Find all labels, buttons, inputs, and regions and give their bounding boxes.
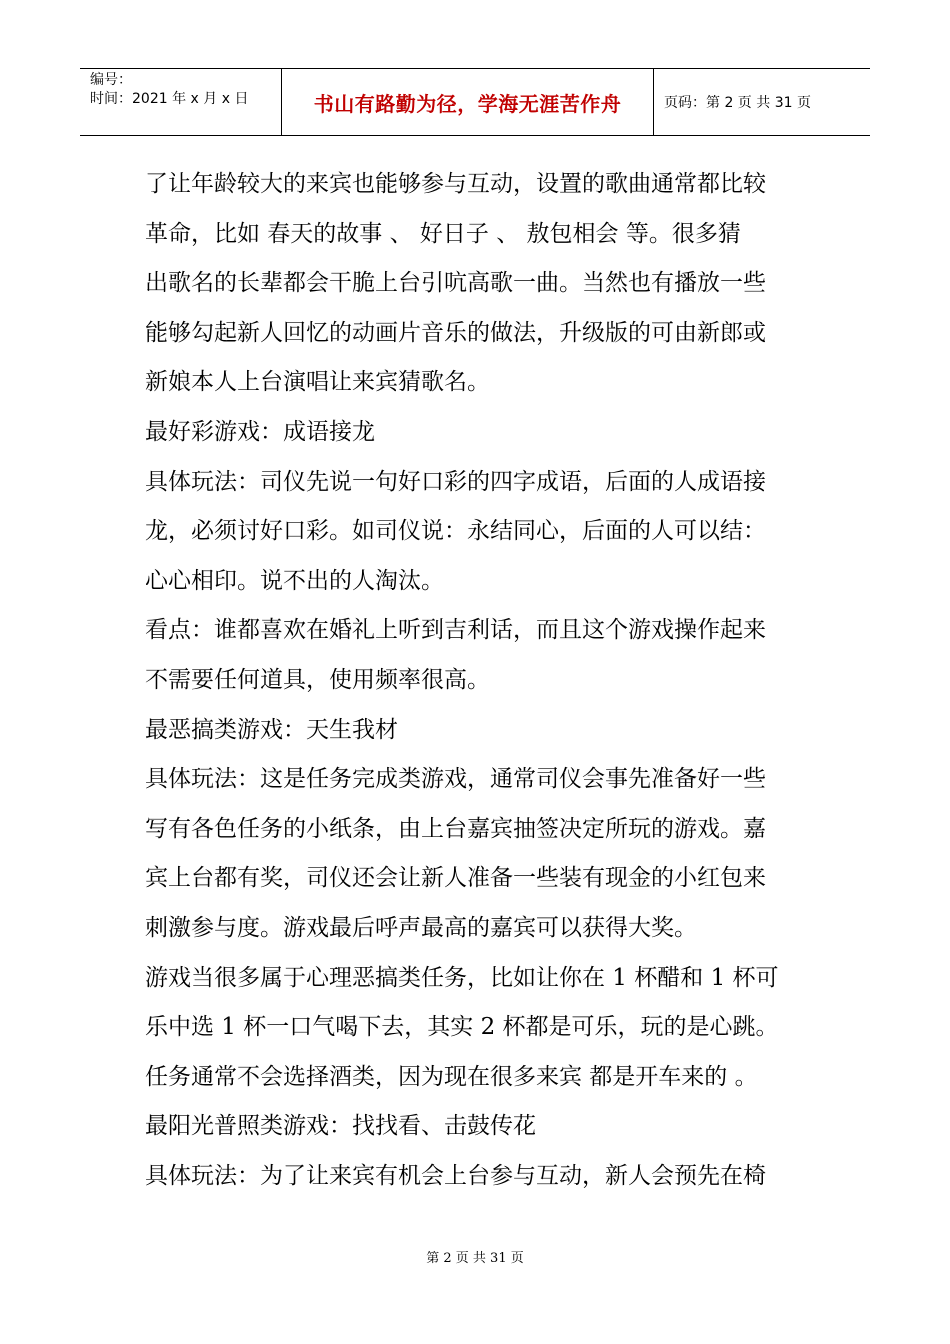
body-line: 能够勾起新人回忆的动画片音乐的做法，升级版的可由新郎或 bbox=[145, 319, 766, 346]
header-meta bbox=[80, 69, 282, 135]
section-heading: 最阳光普照类游戏：找找看、击鼓传花 bbox=[145, 1113, 536, 1140]
body-line: 龙，必须讨好口彩。如司仪说：永结同心，后面的人可以结： bbox=[145, 518, 766, 545]
body-line: 了让年龄较大的来宾也能够参与互动，设置的歌曲通常都比较 bbox=[145, 171, 766, 197]
section-heading: 最恶搞类游戏：天生我材 bbox=[145, 716, 398, 743]
section-heading: 最好彩游戏：成语接龙 bbox=[145, 418, 375, 445]
body-line: 出歌名的长辈都会干脆上台引吭高歌一曲。当然也有播放一些 bbox=[145, 270, 766, 297]
body-line: 写有各色任务的小纸条，由上台嘉宾抽签决定所玩的游戏。嘉 bbox=[145, 815, 766, 842]
body-line: 乐中选 1 杯一口气喝下去，其实 2 杯都是可乐，玩的是心跳。 bbox=[145, 1014, 779, 1041]
header-motto: 书山有路勤为径，学海无涯苦作舟 bbox=[282, 69, 654, 135]
body-line: 任务通常不会选择酒类，因为现在很多来宾 都是开车来的 。 bbox=[145, 1063, 758, 1090]
page-header bbox=[80, 68, 870, 136]
body-line: 游戏当很多属于心理恶搞类任务，比如让你在 1 杯醋和 1 杯可 bbox=[145, 964, 779, 991]
body-line: 刺激参与度。游戏最后呼声最高的嘉宾可以获得大奖。 bbox=[145, 914, 697, 941]
body-line: 具体玩法：为了让来宾有机会上台参与互动，新人会预先在椅 bbox=[145, 1162, 766, 1189]
body-line: 不需要任何道具，使用频率很高。 bbox=[145, 666, 490, 693]
body-line: 新娘本人上台演唱让来宾猜歌名。 bbox=[145, 369, 490, 396]
document-date-label: 时间：2021 年 x 月 x 日 bbox=[90, 91, 249, 107]
page-footer: 第 2 页 共 31 页 bbox=[426, 1251, 524, 1266]
body-line: 具体玩法：司仪先说一句好口彩的四字成语，后面的人成语接 bbox=[145, 468, 766, 495]
body-line: 心心相印。说不出的人淘汰。 bbox=[145, 567, 444, 594]
body-line: 看点：谁都喜欢在婚礼上听到吉利话，而且这个游戏操作起来 bbox=[145, 617, 766, 644]
body-line: 宾上台都有奖，司仪还会让新人准备一些装有现金的小红包来 bbox=[145, 865, 766, 892]
body-line: 具体玩法：这是任务完成类游戏，通常司仪会事先准备好一些 bbox=[145, 766, 766, 793]
document-number-label: 编号： bbox=[90, 72, 132, 88]
header-page-info: 页码：第 2 页 共 31 页 bbox=[664, 95, 811, 111]
document-body bbox=[145, 160, 800, 1201]
body-line: 革命，比如 春天的故事 、 好日子 、 敖包相会 等。很多猜 bbox=[145, 220, 741, 247]
